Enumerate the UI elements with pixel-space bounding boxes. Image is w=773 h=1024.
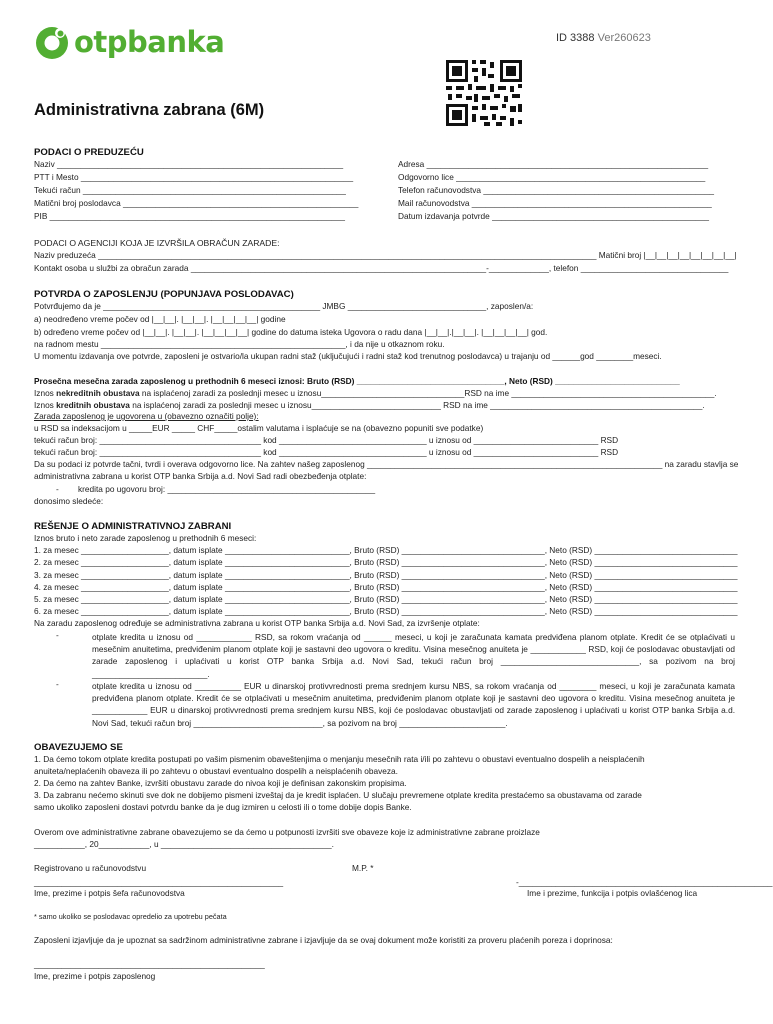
date-place-line[interactable]: ___________, 20___________, u _____________________________________.	[34, 839, 334, 849]
company-field-mail[interactable]: Mail računovodstva ____________________________________________________	[398, 198, 712, 208]
deduction-type: kreditnih obustava	[56, 400, 130, 410]
doc-version: Ver260623	[597, 32, 651, 44]
employment-line-employee[interactable]: Potvrđujemo da je _______________________________________________ JMBG ______________________________, zaposlen/a:	[34, 301, 534, 311]
company-field-ptt[interactable]: PTT i Mesto ___________________________________________________________	[34, 172, 354, 182]
obligation-3-cont: samo ukoliko zaposleni dostavi potvrdu banke da je dug izmiren u celosti ili o tome dobije dopis Banke.	[34, 802, 412, 812]
employment-line-definite[interactable]: b) određeno vreme počev od |__|__|. |__|__|. |__|__|__|__| godine do datuma isteka Ugovora o radu dana |__|__|.|__|__|. |__|__|__|__| god.	[34, 327, 548, 337]
brand-name: otpbanka	[74, 24, 225, 59]
company-field-naziv[interactable]: Naziv ______________________________________________________________	[34, 159, 344, 169]
employment-line-indefinite[interactable]: a) neodređeno vreme počev od |__|__|. |__|__|. |__|__|__|__| godine	[34, 314, 286, 324]
loan-eur-paragraph[interactable]: otplate kredita u iznosu od __________ EUR u dinarskoj protivvrednosti prema srednjem kursu NBS, sa rokom vraćanja od ________ meseci, u koji je zaračunata kamata predviđena planom otplate. Kredit će se otplaćivati u mesečnim anuitetima, predviđenim planom otplate koji je sastavni deo ugovora o kreditu. Visina mesečnog anuiteta je ____________ EUR u dinarskoj protivvrednosti prema srednjem kursu NBS, koji će poslodavac obustavljati od zarade zaposlenog i uplaćivati u korist OTP banka Srbija a.d. Novi Sad, tekući račun broj ____________________________, sa pozivom na broj _______________________.	[92, 681, 735, 728]
company-field-pib[interactable]: PIB ________________________________________________________________	[34, 211, 345, 221]
qr-code	[444, 58, 524, 128]
item-dash-2: -	[56, 679, 59, 689]
salary-row-2[interactable]: 2. za mesec ___________________, datum isplate ___________________________, Bruto (RSD) _______________________________, Neto (RSD) _______________________________	[34, 557, 738, 567]
otp-logo-icon	[34, 24, 70, 60]
deduction-type: nekreditnih obustava	[56, 388, 140, 398]
closing-text: donosimo sledeće:	[34, 496, 104, 506]
item-dash-1: -	[56, 630, 59, 640]
account-line-1[interactable]: tekući račun broj: ___________________________________ kod ________________________________ u iznosu od ___________________________ RSD	[34, 435, 619, 445]
contract-currency-label: Zarada zaposlenog je ugovorena u (obavezno označiti polje):	[34, 411, 259, 421]
loan-rsd-paragraph[interactable]: otplate kredita u iznosu od ____________ RSD, sa rokom vraćanja od ______ meseci, u koji je zaračunata kamata predviđena planom otplate. Kredit će se otplaćivati u mesečnim anuitetima, predviđenim planom otplate koji je sastavni deo ugovora o kreditu. Visina mesečnog anuiteta je ____________ RSD, koji će poslodavac obustavljati od zarade zaposlenog i uplaćivati u korist OTP banka Srbija a.d. Novi Sad, tekući račun broj ______________________________, sa pozivom na broj _________________________.	[92, 632, 735, 679]
account-line-2[interactable]: tekući račun broj: ___________________________________ kod ________________________________ u iznosu od ___________________________ RSD	[34, 447, 619, 457]
employee-signature-label: Ime, prezime i potpis zaposlenog	[34, 971, 156, 981]
loan-contract-line[interactable]: kredita po ugovoru broj: _____________________________________________	[78, 484, 376, 494]
company-field-datum[interactable]: Datum izdavanja potvrde _______________________________________________	[398, 211, 709, 221]
company-field-maticni-broj[interactable]: Matični broj poslodavca ___________________________________________________	[34, 198, 359, 208]
doc-id: ID 3388	[556, 32, 595, 44]
indexation-line[interactable]: u RSD sa indeksacijom u _____EUR _____ CHF_____ostalim valutama i isplaćuje se na (obavezno popuniti sve podatke)	[34, 423, 484, 433]
decision-heading: REŠENJE O ADMINISTRATIVNOJ ZABRANI	[34, 521, 232, 532]
obligation-2: 2. Da ćemo na zahtev Banke, izvršiti obustavu zarade do nivoa koji je definisan zakonskim propisima.	[34, 778, 407, 788]
employment-line-position[interactable]: na radnom mestu _____________________________________________________, i da nije u otkaznom roku.	[34, 339, 445, 349]
agency-field-naziv[interactable]: Naziv preduzeća ____________________________________________________________________________________________________________ Matični broj |__|__|__|__|__|__|__|__|	[34, 250, 737, 260]
bullet-dash: -	[56, 484, 59, 494]
stamp-label: M.P. *	[352, 863, 374, 873]
obligations-heading: OBAVEZUJEMO SE	[34, 742, 123, 753]
deduction-label: Iznos	[34, 400, 57, 410]
obligation-1: 1. Da ćemo tokom otplate kredita postupati po vašim pismenim obaveštenjima o menjanju mesečnih rata i/ili po zahtevu o obustavi eventualno dospelih a neisplaćenih	[34, 754, 645, 764]
verification-line-2: administrativna zabrana u korist OTP banka Srbija a.d. Novi Sad radi obezbeđenja otplate:	[34, 471, 367, 481]
signature-line-authorized[interactable]: -_______________________________________________________	[516, 877, 773, 887]
employment-line-tenure[interactable]: U momentu izdavanja ove potvrde, zaposleni je ostvario/la ukupan radni staž (uključujući i radni staž kod trenutnog poslodavca) u trajanju od ______god ________meseci.	[34, 351, 662, 361]
salary-row-1[interactable]: 1. za mesec ___________________, datum isplate ___________________________, Bruto (RSD) _______________________________, Neto (RSD) _______________________________	[34, 545, 738, 555]
salary-row-4[interactable]: 4. za mesec ___________________, datum isplate ___________________________, Bruto (RSD) _______________________________, Neto (RSD) _______________________________	[34, 582, 738, 592]
company-field-tekuci-racun[interactable]: Tekući račun _________________________________________________________	[34, 185, 346, 195]
employee-statement: Zaposleni izjavljuje da je upoznat sa sadržinom administrativne zabrane i izjavljuje da se ovaj dokument može koristiti za proveru plaćenih poreza i doprinosa:	[34, 935, 613, 945]
obligation-3: 3. Da zabranu nećemo skinuti sve dok ne dobijemo pismeni izveštaj da je kredit isplaćen. U slučaju prevremene otplate kredita prestaćemo sa obustavama od zarade	[34, 790, 642, 800]
accountant-signature-label: Ime, prezime i potpis šefa računovodstva	[34, 888, 185, 898]
signature-line-accountant[interactable]: ______________________________________________________	[34, 877, 284, 887]
registered-label: Registrovano u računovodstvu	[34, 863, 147, 873]
salary-row-5[interactable]: 5. za mesec ___________________, datum isplate ___________________________, Bruto (RSD) _______________________________, Neto (RSD) _______________________________	[34, 594, 738, 604]
credit-deductions-line[interactable]	[34, 401, 705, 411]
deduction-text: na isplaćenoj zaradi za poslednji mesec u iznosu_______________________________RSD na ime ____________________________________________.	[139, 388, 717, 398]
stamp-note: * samo ukoliko se poslodavac opredelio za upotrebu pečata	[34, 912, 227, 921]
closing-statement: Overom ove administrativne zabrane obavezujemo se da ćemo u potpunosti izvršiti sve obaveze koje iz administrativne zabrane proizlaze	[34, 827, 540, 837]
page-title: Administrativna zabrana (6M)	[34, 101, 265, 119]
deduction-text: na isplaćenoj zaradi za poslednji mesec u iznosu____________________________ RSD na ime ______________________________________________.	[129, 400, 705, 410]
document-id	[556, 32, 651, 45]
employment-heading: POTVRDA O ZAPOSLENJU (POPUNJAVA POSLODAVAC)	[34, 289, 294, 300]
company-field-telefon[interactable]: Telefon računovodstva __________________________________________________	[398, 185, 715, 195]
signature-line-employee[interactable]: __________________________________________________	[34, 959, 265, 969]
salary-average-line[interactable]: Prosečna mesečna zarada zaposlenog u prethodnih 6 meseci iznosi: Bruto (RSD) ________________________________, Neto (RSD) ___________________________	[34, 376, 680, 386]
authorized-signature-label: Ime i prezime, funkcija i potpis ovlašćenog lica	[527, 888, 698, 898]
salary-row-6[interactable]: 6. za mesec ___________________, datum isplate ___________________________, Bruto (RSD) _______________________________, Neto (RSD) _______________________________	[34, 606, 738, 616]
otp-logo	[34, 24, 224, 60]
decision-order: Na zaradu zaposlenog određuje se administrativna zabrana u korist OTP banka Srbija a.d. Novi Sad, za izvršenje otplate:	[34, 618, 480, 628]
agency-heading: PODACI O AGENCIJI KOJA JE IZVRŠILA OBRAČUN ZARADE:	[34, 238, 280, 248]
verification-line[interactable]: Da su podaci iz potvrde tačni, tvrdi i overava odgovorno lice. Na zahtev našeg zaposlenog ________________________________________________________________ na zaradu stavlja se	[34, 459, 739, 469]
agency-field-kontakt[interactable]: Kontakt osoba u službi za obračun zarada ________________________________________________________________-_____________, telefon ________________________________	[34, 263, 729, 273]
company-field-odgovorno-lice[interactable]: Odgovorno lice ______________________________________________________	[398, 172, 706, 182]
non-credit-deductions-line[interactable]	[34, 389, 717, 399]
company-heading: PODACI O PREDUZEĆU	[34, 147, 144, 158]
salary-row-3[interactable]: 3. za mesec ___________________, datum isplate ___________________________, Bruto (RSD) _______________________________, Neto (RSD) _______________________________	[34, 570, 738, 580]
company-field-adresa[interactable]: Adresa _____________________________________________________________	[398, 159, 709, 169]
decision-intro: Iznos bruto i neto zarade zaposlenog u prethodnih 6 meseci:	[34, 533, 257, 543]
deduction-label: Iznos	[34, 388, 57, 398]
obligation-1-cont: anuiteta/neplaćenih obaveza ili po zahtevu o obustavi eventualno dospelih a neisplaćenih obaveza.	[34, 766, 398, 776]
